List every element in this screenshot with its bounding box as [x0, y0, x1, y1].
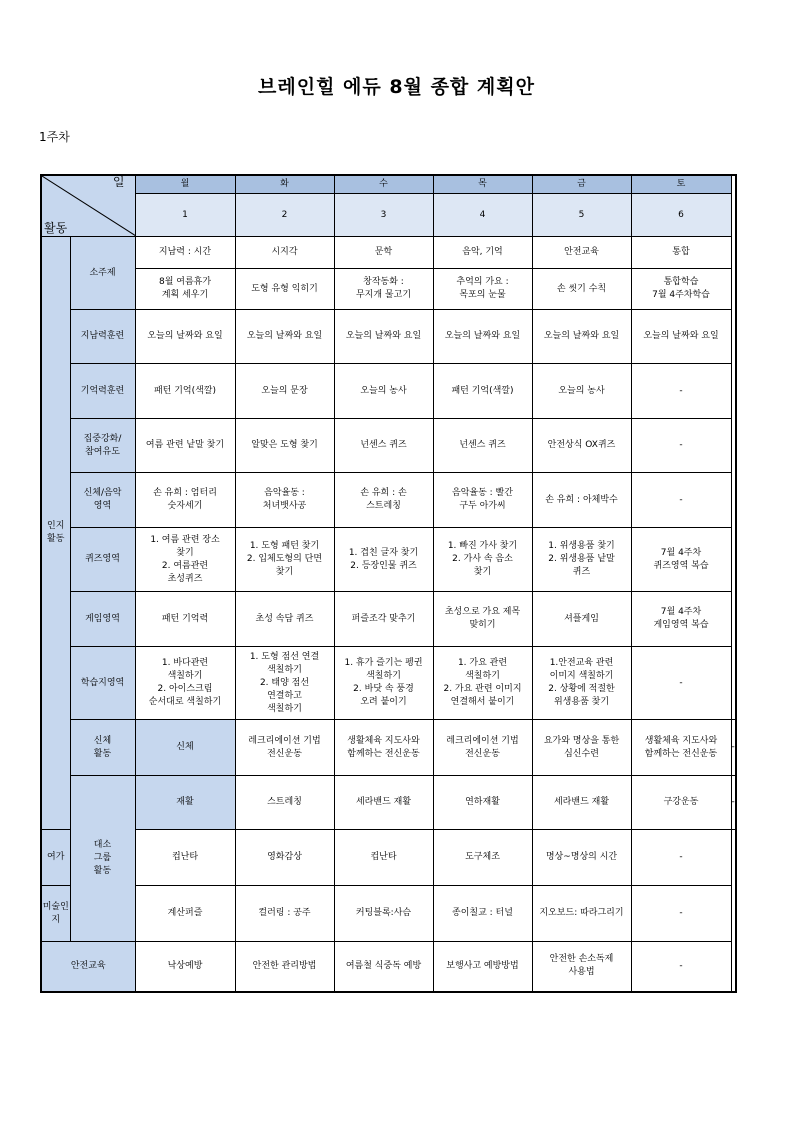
- focus-fri: 안전상식 OX퀴즈: [532, 419, 631, 473]
- theme-detail-sat: 통합학습 7월 4주차학습: [631, 269, 731, 310]
- rehab-wed: 연하재활: [433, 776, 532, 830]
- date-wed: 3: [334, 194, 433, 237]
- physical-wed: 레크리에이션 기법 전신운동: [433, 720, 532, 776]
- game-sat: 7월 4주차 게임영역 복습: [631, 592, 731, 647]
- orientation-row: [41, 310, 736, 364]
- week-label: 1주차: [39, 130, 70, 144]
- physical-fri: 생활체육 지도사와 함께하는 전신운동: [631, 720, 731, 776]
- worksheet-thu: 1. 가요 관련 색칠하기 2. 가요 관련 이미지 연결해서 붙이기: [433, 647, 532, 720]
- safety-thu: 보행사고 예방방법: [433, 942, 532, 992]
- leisure-tue: 영화감상: [235, 830, 334, 886]
- orientation-wed: 오늘의 날짜와 요일: [334, 310, 433, 364]
- worksheet-sat: -: [631, 647, 731, 720]
- quiz-row: [41, 528, 736, 592]
- safety-sat: -: [631, 942, 731, 992]
- quiz-thu: 1. 빠진 가사 찾기 2. 가사 속 음소 찾기: [433, 528, 532, 592]
- rehab-mon: 스트레칭: [235, 776, 334, 830]
- focus-wed: 넌센스 퀴즈: [334, 419, 433, 473]
- group-cognitive: 인지 활동: [41, 237, 70, 830]
- worksheet-tue: 1. 도형 점선 연결 색칠하기 2. 태양 점선 연결하고 색칠하기: [235, 647, 334, 720]
- theme-row-1: [41, 237, 736, 269]
- date-mon: 1: [135, 194, 235, 237]
- art-thu: 종이칠교 : 터널: [433, 886, 532, 942]
- body-music-sat: -: [631, 473, 731, 528]
- orientation-tue: 오늘의 날짜와 요일: [235, 310, 334, 364]
- body-music-tue: 음악율동 : 처녀뱃사공: [235, 473, 334, 528]
- game-row: [41, 592, 736, 647]
- theme-topic-thu: 음악, 기억: [433, 237, 532, 269]
- quiz-mon: 1. 여름 관련 장소 찾기 2. 여름관련 초성퀴즈: [135, 528, 235, 592]
- leisure-wed: 컵난타: [334, 830, 433, 886]
- leisure-fri: 명상~명상의 시간: [532, 830, 631, 886]
- label-body-music: 신체/음악 영역: [70, 473, 135, 528]
- art-sat: -: [631, 886, 731, 942]
- art-row: [41, 886, 736, 942]
- theme-topic-mon: 지남력 : 시간: [135, 237, 235, 269]
- label-orientation: 지남력훈련: [70, 310, 135, 364]
- rehab-thu: 세라밴드 재활: [532, 776, 631, 830]
- label-focus: 집중강화/ 참여유도: [70, 419, 135, 473]
- day-fri: 금: [532, 175, 631, 194]
- body-music-thu: 음악율동 : 빨간 구두 아가씨: [433, 473, 532, 528]
- game-wed: 퍼즐조각 맞추기: [334, 592, 433, 647]
- art-tue: 컬러링 : 공주: [235, 886, 334, 942]
- quiz-sat: 7월 4주차 퀴즈영역 복습: [631, 528, 731, 592]
- label-quiz: 퀴즈영역: [70, 528, 135, 592]
- focus-thu: 넌센스 퀴즈: [433, 419, 532, 473]
- orientation-thu: 오늘의 날짜와 요일: [433, 310, 532, 364]
- day-thu: 목: [433, 175, 532, 194]
- game-thu: 초성으로 가요 제목 맞히기: [433, 592, 532, 647]
- safety-wed: 여름철 식중독 예방: [334, 942, 433, 992]
- physical-thu: 요가와 명상을 통한 심신수련: [532, 720, 631, 776]
- orientation-mon: 오늘의 날짜와 요일: [135, 310, 235, 364]
- focus-row: [41, 419, 736, 473]
- worksheet-fri: 1.안전교육 관련 이미지 색칠하기 2. 상황에 적절한 위생용품 찾기: [532, 647, 631, 720]
- date-sat: 6: [631, 194, 731, 237]
- date-fri: 5: [532, 194, 631, 237]
- art-wed: 커팅블록:사슴: [334, 886, 433, 942]
- orientation-sat: 오늘의 날짜와 요일: [631, 310, 731, 364]
- corner-day-label: 일: [112, 175, 125, 189]
- game-mon: 패턴 기억력: [135, 592, 235, 647]
- memory-tue: 오늘의 문장: [235, 364, 334, 419]
- body-music-mon: 손 유희 : 엄터리 숫자세기: [135, 473, 235, 528]
- quiz-tue: 1. 도형 패턴 찾기 2. 입체도형의 단면 찾기: [235, 528, 334, 592]
- safety-row: [41, 942, 736, 992]
- label-safety: 안전교육: [41, 942, 135, 992]
- label-physical: 신체: [135, 720, 235, 776]
- rehab-tue: 세라밴드 재활: [334, 776, 433, 830]
- theme-detail-fri: 손 씻기 수칙: [532, 269, 631, 310]
- leisure-thu: 도구체조: [433, 830, 532, 886]
- rehab-sat: -: [731, 776, 736, 830]
- body-music-fri: 손 유희 : 아체박수: [532, 473, 631, 528]
- focus-sat: -: [631, 419, 731, 473]
- orientation-fri: 오늘의 날짜와 요일: [532, 310, 631, 364]
- safety-tue: 안전한 관리방법: [235, 942, 334, 992]
- safety-mon: 낙상예방: [135, 942, 235, 992]
- art-fri: 지오보드: 따라그리기: [532, 886, 631, 942]
- group-large-group: 대소 그룹 활동: [70, 776, 135, 942]
- theme-topic-tue: 시지각: [235, 237, 334, 269]
- day-mon: 월: [135, 175, 235, 194]
- page-title: 브레인힐 에듀 8월 종합 계획안: [258, 76, 535, 98]
- label-memory: 기억력훈련: [70, 364, 135, 419]
- rehab-fri: 구강운동: [631, 776, 731, 830]
- label-leisure: 여가: [41, 830, 70, 886]
- date-header-row: [41, 194, 736, 237]
- art-mon: 계산퍼즐: [135, 886, 235, 942]
- day-header-row: [41, 175, 736, 194]
- label-art: 미술인지: [41, 886, 70, 942]
- day-tue: 화: [235, 175, 334, 194]
- memory-thu: 패턴 기억(색깔): [433, 364, 532, 419]
- theme-detail-wed: 창작동화 : 무지개 물고기: [334, 269, 433, 310]
- rehab-row: [41, 776, 736, 830]
- label-rehab: 재활: [135, 776, 235, 830]
- memory-sat: -: [631, 364, 731, 419]
- theme-detail-thu: 추억의 가요 : 목포의 눈물: [433, 269, 532, 310]
- physical-mon: 레크리에이션 기법 전신운동: [235, 720, 334, 776]
- theme-topic-wed: 문학: [334, 237, 433, 269]
- body-music-row: [41, 473, 736, 528]
- date-tue: 2: [235, 194, 334, 237]
- label-theme: 소주제: [70, 237, 135, 310]
- worksheet-wed: 1. 휴가 즐기는 펭귄 색칠하기 2. 바닷 속 풍경 오려 붙이기: [334, 647, 433, 720]
- day-wed: 수: [334, 175, 433, 194]
- table-corner: [41, 175, 135, 237]
- focus-tue: 알맞은 도형 찾기: [235, 419, 334, 473]
- memory-mon: 패턴 기억(색깔): [135, 364, 235, 419]
- physical-row: [41, 720, 736, 776]
- leisure-row: [41, 830, 736, 886]
- theme-row-2: [41, 269, 736, 310]
- theme-topic-sat: 통합: [631, 237, 731, 269]
- focus-mon: 여름 관련 낱말 찾기: [135, 419, 235, 473]
- theme-detail-mon: 8월 여름휴가 계획 세우기: [135, 269, 235, 310]
- corner-activity-label: 활동: [44, 221, 68, 235]
- safety-fri: 안전한 손소독제 사용법: [532, 942, 631, 992]
- leisure-sat: -: [631, 830, 731, 886]
- physical-tue: 생활체육 지도사와 함께하는 전신운동: [334, 720, 433, 776]
- group-physical: 신체 활동: [70, 720, 135, 776]
- worksheet-row: [41, 647, 736, 720]
- physical-sat: -: [731, 720, 736, 776]
- day-sat: 토: [631, 175, 731, 194]
- memory-fri: 오늘의 농사: [532, 364, 631, 419]
- date-thu: 4: [433, 194, 532, 237]
- label-game: 게임영역: [70, 592, 135, 647]
- game-tue: 초성 속담 퀴즈: [235, 592, 334, 647]
- body-music-wed: 손 유희 : 손 스트레칭: [334, 473, 433, 528]
- leisure-mon: 컵난타: [135, 830, 235, 886]
- weekly-plan-table: [40, 174, 737, 993]
- game-fri: 셔플게임: [532, 592, 631, 647]
- quiz-fri: 1. 위생용품 찾기 2. 위생용품 낱말 퀴즈: [532, 528, 631, 592]
- theme-detail-tue: 도형 유형 익히기: [235, 269, 334, 310]
- quiz-wed: 1. 겹친 글자 찾기 2. 등장인물 퀴즈: [334, 528, 433, 592]
- theme-topic-fri: 안전교육: [532, 237, 631, 269]
- worksheet-mon: 1. 바다관련 색칠하기 2. 아이스크림 순서대로 색칠하기: [135, 647, 235, 720]
- memory-wed: 오늘의 농사: [334, 364, 433, 419]
- memory-row: [41, 364, 736, 419]
- label-worksheet: 학습지영역: [70, 647, 135, 720]
